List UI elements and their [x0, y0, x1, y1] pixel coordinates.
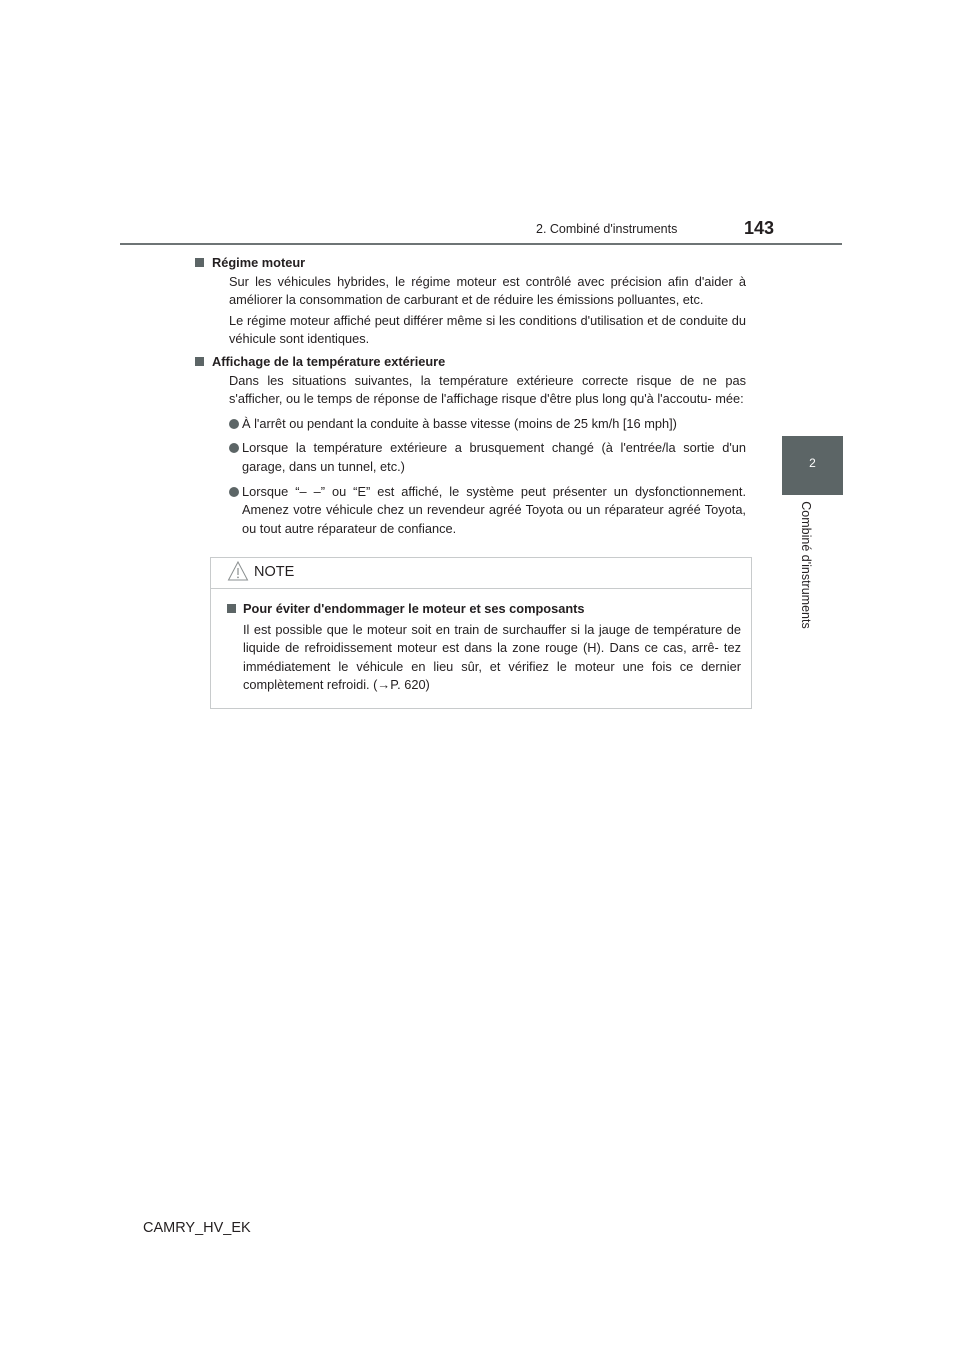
list-item-text: Lorsque “– –” ou “E” est affiché, le système peut présenter un dysfonctionnement. Amenez votre véhicule chez un revendeur agréé Toyota ou un réparateur agréé Toyota, ou tout autre réparateur de confiance.	[242, 483, 746, 536]
note-label: NOTE	[254, 564, 295, 580]
square-bullet-icon	[227, 604, 236, 613]
section-title: Affichage de la température extérieure	[212, 353, 446, 369]
chapter-number: 2	[809, 456, 816, 470]
section-heading	[195, 353, 729, 372]
note-header	[211, 558, 751, 589]
chapter-tab	[782, 436, 843, 495]
list-item-text: Lorsque la température extérieure a brusquement changé (à l'entrée/la sortie d'un garage, dans un tunnel, etc.)	[242, 440, 746, 474]
round-bullet-icon	[229, 419, 239, 429]
header-divider	[120, 243, 842, 245]
section-regime-moteur	[212, 254, 746, 349]
note-heading	[227, 600, 741, 619]
round-bullet-icon	[229, 443, 239, 453]
paragraph: Le régime moteur affiché peut différer même si les conditions d'utilisation et de conduite du véhicule sont identiques.	[229, 312, 746, 347]
round-bullet-icon	[229, 487, 239, 497]
warning-triangle-icon	[227, 560, 249, 582]
model-code: CAMRY_HV_EK	[143, 1220, 251, 1236]
list-item-text: À l'arrêt ou pendant la conduite à basse vitesse (moins de 25 km/h [16 mph])	[242, 415, 677, 431]
chapter-label: Combiné d'instruments	[799, 501, 813, 629]
note-heading-text: Pour éviter d'endommager le moteur et ses composants	[243, 601, 585, 616]
page-number: 143	[744, 218, 775, 238]
list-item	[229, 483, 746, 539]
square-bullet-icon	[195, 357, 204, 366]
section-title: Régime moteur	[212, 255, 306, 270]
main-content	[212, 254, 746, 542]
list-item	[229, 439, 746, 476]
list-item	[229, 415, 746, 434]
section-heading	[195, 254, 729, 273]
note-text: Il est possible que le moteur soit en train de surchauffer si la jauge de température de liquide de refroidissement moteur est dans la zone rouge (H). Dans ce cas, arrê- tez immédiatement le véhicule en lieu sûr, et vérifiez le moteur une fois ce dernier complètement refroidi. (→P. 620)	[243, 621, 741, 693]
running-header-section: 2. Combiné d'instruments	[536, 222, 678, 236]
square-bullet-icon	[195, 258, 204, 267]
paragraph: Dans les situations suivantes, la température extérieure correcte risque de ne pas s'afficher, ou le temps de réponse de l'affichage risque d'être plus long qu'à l'accoutu- mée:	[229, 372, 746, 407]
paragraph: Sur les véhicules hybrides, le régime moteur est contrôlé avec précision afin d'aider à améliorer la consommation de carburant et de réduire les émissions polluantes, etc.	[229, 273, 746, 308]
note-box	[210, 557, 752, 709]
section-temperature-exterieure	[212, 353, 746, 538]
note-body	[227, 600, 741, 695]
